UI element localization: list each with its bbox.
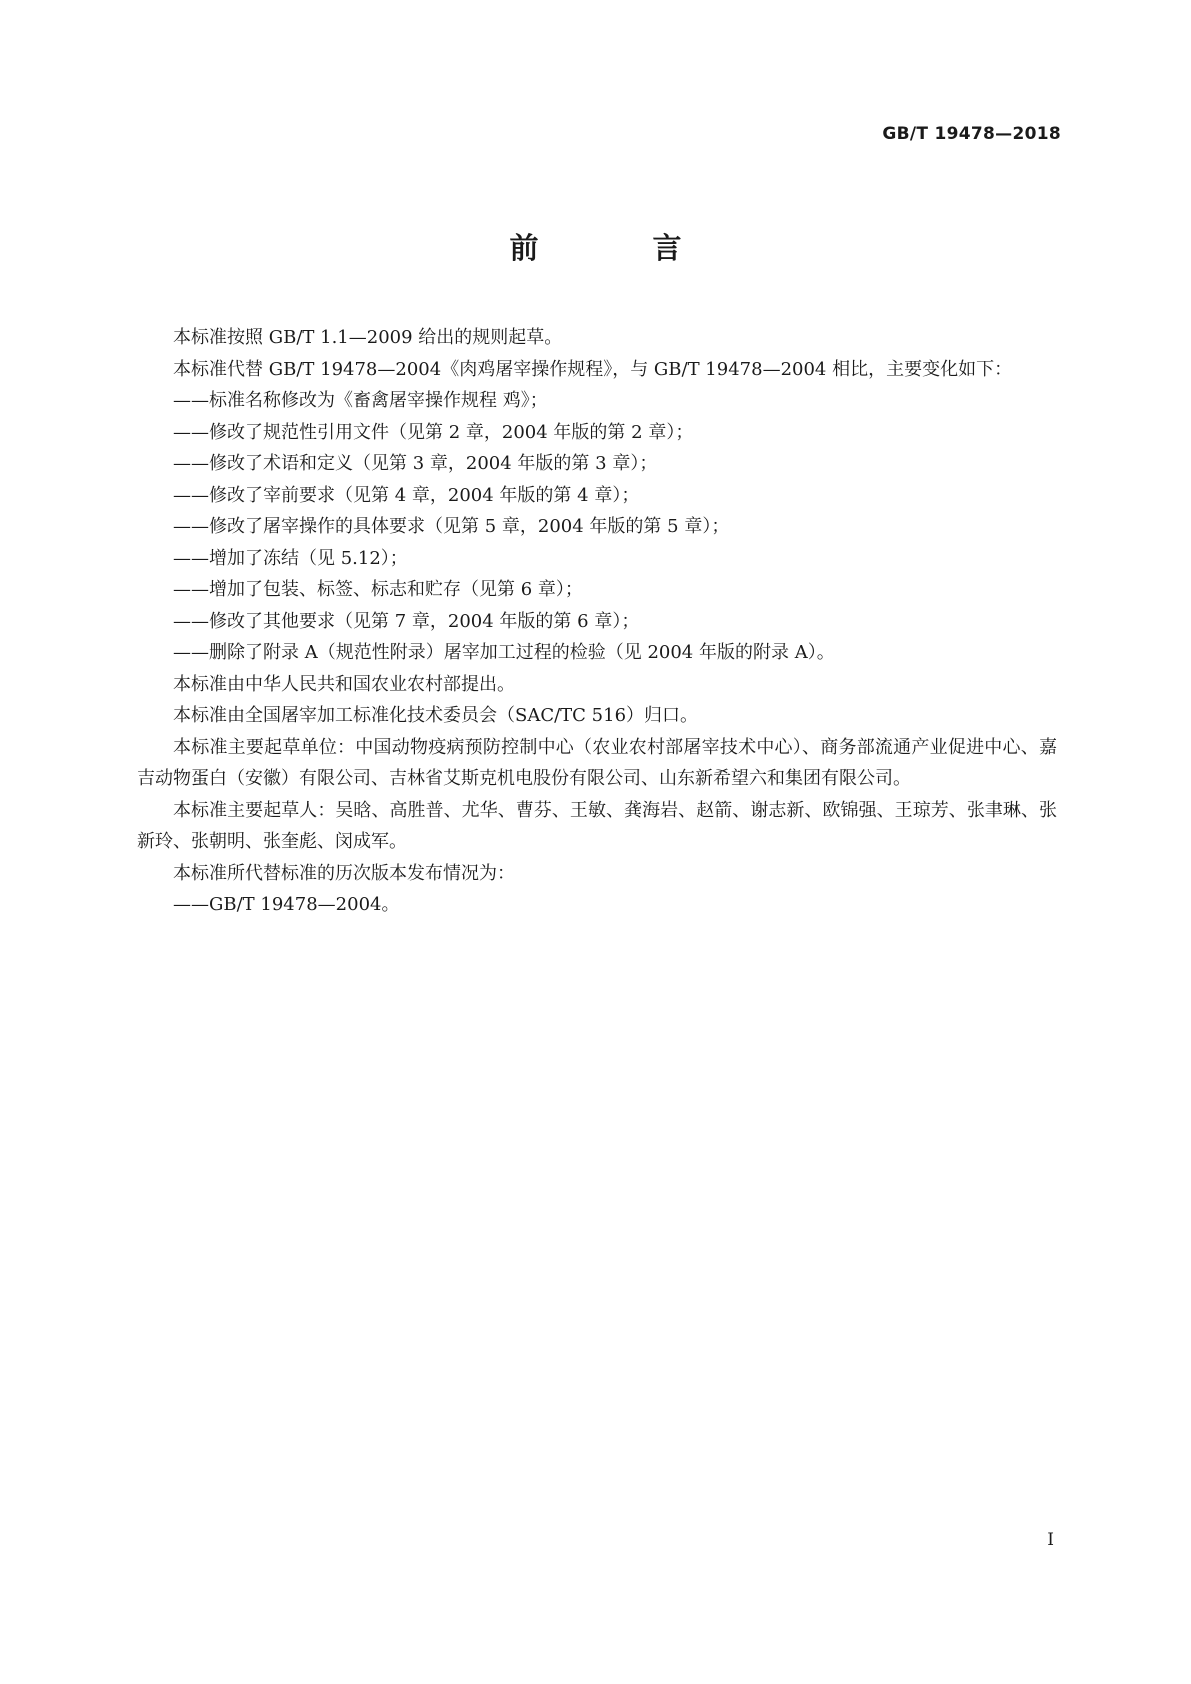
paragraph: 本标准主要起草人：吴晗、高胜普、尤华、曹芬、王敏、龚海岩、赵箭、谢志新、欧锦强、王琼芳、张聿琳、张新玲、张朝明、张奎彪、闵成军。 xyxy=(137,799,1057,852)
paragraph: 本标准代替 GB/T 19478—2004《肉鸡屠宰操作规程》，与 GB/T 19478—2004 相比，主要变化如下： xyxy=(173,358,1013,380)
standard-code: GB/T 19478—2018 xyxy=(882,124,1061,144)
paragraph: 本标准由中华人民共和国农业农村部提出。 xyxy=(173,673,515,695)
paragraph: 本标准所代替标准的历次版本发布情况为： xyxy=(173,862,515,884)
list-item: ——标准名称修改为《畜禽屠宰操作规程 鸡》； xyxy=(173,390,548,411)
paragraph: 本标准按照 GB/T 1.1—2009 给出的规则起草。 xyxy=(173,327,563,348)
paragraph: 本标准主要起草单位：中国动物疫病预防控制中心（农业农村部屠宰技术中心）、商务部流通产业促进中心、嘉吉动物蛋白（安徽）有限公司、吉林省艾斯克机电股份有限公司、山东新希望六和集团有限公司。 xyxy=(137,736,1057,789)
page-title: 前 言 xyxy=(509,231,734,265)
list-item: ——修改了规范性引用文件（见第 2 章，2004 年版的第 2 章）； xyxy=(173,421,694,443)
list-item: ——增加了包装、标签、标志和贮存（见第 6 章）； xyxy=(173,579,583,600)
list-item: ——修改了其他要求（见第 7 章，2004 年版的第 6 章）； xyxy=(173,610,640,632)
list-item: ——GB/T 19478—2004。 xyxy=(173,894,400,915)
page-number: I xyxy=(1047,1530,1054,1550)
foreword-body xyxy=(137,322,1057,921)
paragraph: 本标准由全国屠宰加工标准化技术委员会（SAC/TC 516）归口。 xyxy=(173,705,699,726)
list-item: ——修改了屠宰操作的具体要求（见第 5 章，2004 年版的第 5 章）； xyxy=(173,516,730,537)
list-item: ——删除了附录 A（规范性附录）屠宰加工过程的检验（见 2004 年版的附录 A）。 xyxy=(173,642,835,663)
list-item: ——修改了术语和定义（见第 3 章，2004 年版的第 3 章）； xyxy=(173,453,658,474)
list-item: ——增加了冻结（见 5.12）； xyxy=(173,547,408,569)
list-item: ——修改了宰前要求（见第 4 章，2004 年版的第 4 章）； xyxy=(173,484,640,506)
